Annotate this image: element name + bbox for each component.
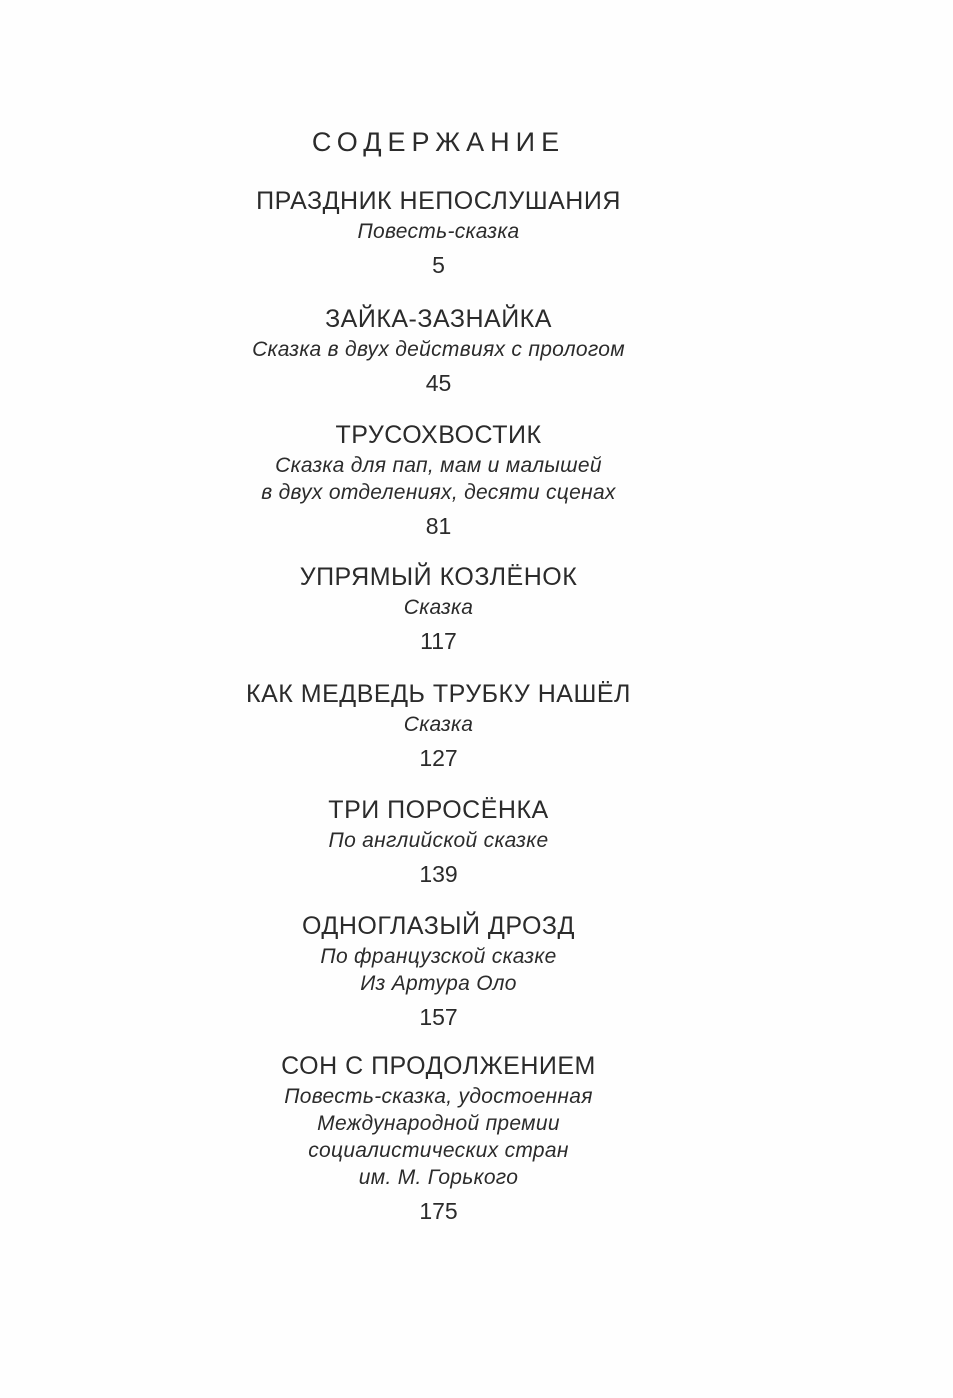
entry-subtitle: Повесть-сказка bbox=[357, 220, 520, 243]
entry-page-number: 139 bbox=[419, 861, 458, 887]
entry-subtitle: По английской сказке bbox=[328, 829, 549, 852]
entry-title: ТРУСОХВОСТИК bbox=[335, 421, 542, 449]
entry-subtitle: Сказка для пап, мам и малышей в двух отделениях, десяти сценах bbox=[261, 454, 616, 504]
entry-title: ОДНОГЛАЗЫЙ ДРОЗД bbox=[302, 912, 575, 940]
entry-title: ПРАЗДНИК НЕПОСЛУШАНИЯ bbox=[256, 187, 621, 215]
entry-title: КАК МЕДВЕДЬ ТРУБКУ НАШЁЛ bbox=[246, 680, 631, 708]
toc-entry bbox=[0, 186, 877, 279]
entry-page-number: 127 bbox=[419, 745, 458, 771]
entry-title: СОН С ПРОДОЛЖЕНИЕМ bbox=[281, 1052, 596, 1080]
toc-entry bbox=[0, 562, 877, 655]
entry-subtitle: Повесть-сказка, удостоенная Международной премии социалистических стран им. М. Горького bbox=[284, 1085, 593, 1189]
entry-title: ТРИ ПОРОСЁНКА bbox=[328, 796, 549, 824]
page-title: СОДЕРЖАНИЕ bbox=[311, 127, 566, 157]
entry-subtitle: Сказка в двух действиях с прологом bbox=[252, 338, 625, 361]
entry-title: ЗАЙКА-ЗАЗНАЙКА bbox=[325, 305, 552, 333]
entry-subtitle: Сказка bbox=[403, 596, 474, 619]
entry-page-number: 117 bbox=[420, 628, 457, 654]
entry-subtitle: Сказка bbox=[403, 713, 474, 736]
entry-page-number: 81 bbox=[425, 513, 452, 539]
toc-entry bbox=[0, 795, 877, 888]
entry-subtitle: По французской сказке Из Артура Оло bbox=[320, 945, 557, 995]
entry-page-number: 157 bbox=[419, 1004, 458, 1030]
entry-page-number: 175 bbox=[419, 1198, 458, 1224]
entry-page-number: 45 bbox=[425, 370, 452, 396]
toc-entry bbox=[0, 911, 877, 1031]
toc-entry bbox=[0, 304, 877, 397]
entry-page-number: 5 bbox=[432, 252, 445, 278]
entry-title: УПРЯМЫЙ КОЗЛЁНОК bbox=[299, 563, 578, 591]
toc-entry bbox=[0, 679, 877, 772]
toc-entry bbox=[0, 420, 877, 540]
toc-entry bbox=[0, 1051, 877, 1225]
